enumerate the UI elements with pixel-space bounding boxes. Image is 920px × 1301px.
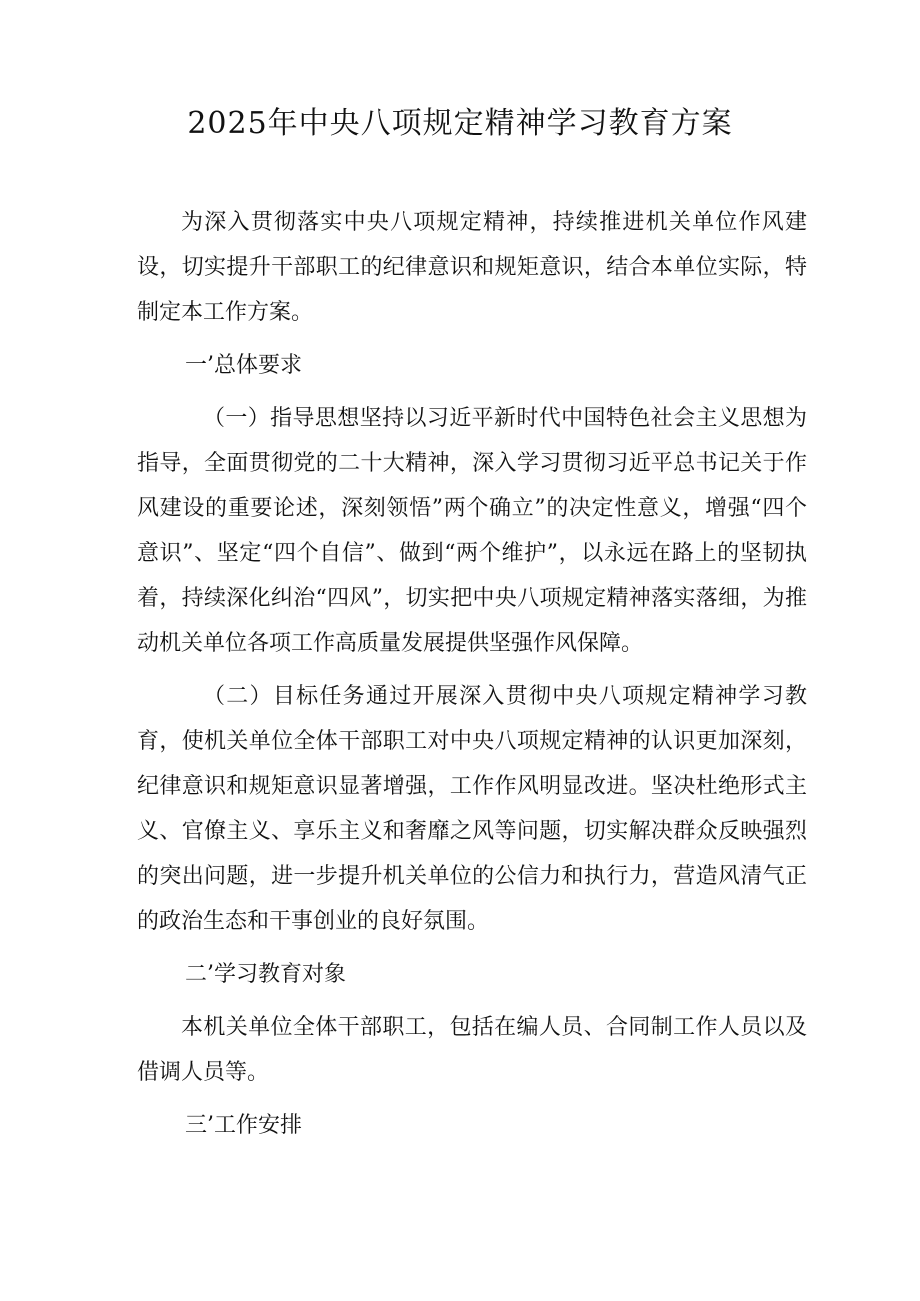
document-body bbox=[137, 200, 807, 1156]
intro-paragraph: 为深入贯彻落实中央八项规定精神，持续推进机关单位作风建设，切实提升干部职工的纪律意识和规矩意识，结合本单位实际，特制定本工作方案。 bbox=[137, 210, 807, 325]
section-heading-work-arrangement: 三’工作安排 bbox=[185, 1113, 302, 1138]
guiding-ideology-paragraph: （一）指导思想坚持以习近平新时代中国特色社会主义思想为指导，全面贯彻党的二十大精神，深入学习贯彻习近平总书记关于作风建设的重要论述，深刻领悟”两个确立”的决定性意义，增强“四个意识”、坚定“四个自信”、做到“两个维护”，以永远在路上的坚韧执着，持续深化纠治“四风”，切实把中央八项规定精神落实落细，为推动机关单位各项工作高质量发展提供坚强作风保障。 bbox=[137, 406, 807, 656]
section-heading-general-requirements: 一’总体要求 bbox=[185, 353, 302, 378]
document-title: 2025年中央八项规定精神学习教育方案 bbox=[187, 106, 733, 141]
section-heading-target-audience: 二’学习教育对象 bbox=[185, 962, 346, 987]
target-audience-paragraph: 本机关单位全体干部职工，包括在编人员、合同制工作人员以及借调人员等。 bbox=[137, 1015, 807, 1085]
goals-tasks-paragraph: （二）目标任务通过开展深入贯彻中央八项规定精神学习教育，使机关单位全体干部职工对中央八项规定精神的认识更加深刻，纪律意识和规矩意识显著增强，工作作风明显改进。坚决杜绝形式主义、官僚主义、享乐主义和奢靡之风等问题，切实解决群众反映强烈的突出问题，进一步提升机关单位的公信力和执行力，营造风清气正的政治生态和干事创业的良好氛围。 bbox=[137, 684, 807, 934]
